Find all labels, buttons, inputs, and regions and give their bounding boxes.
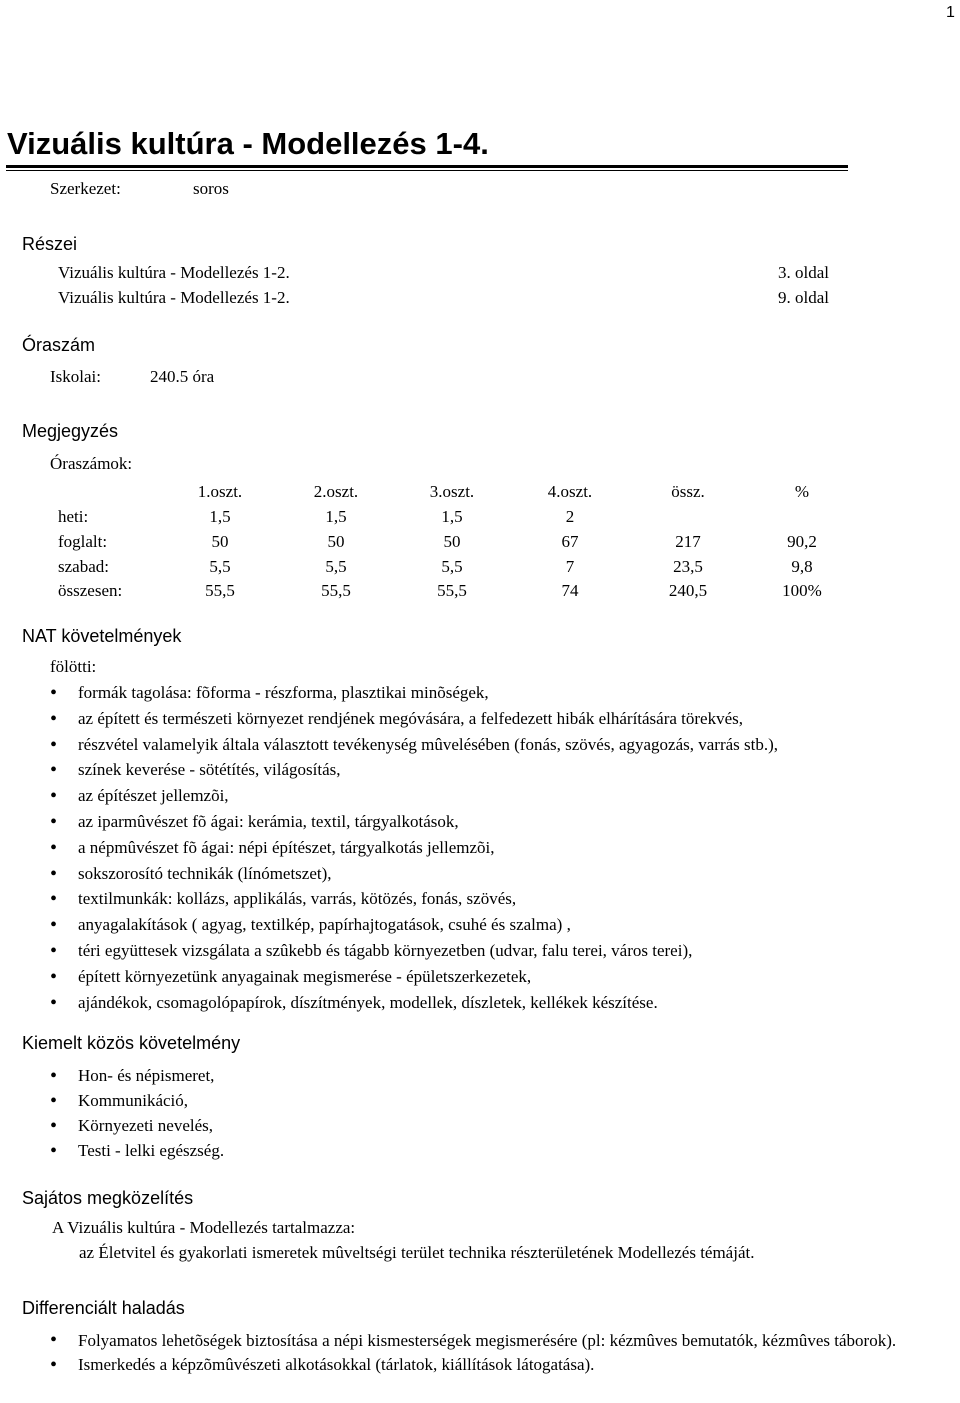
table-cell: 1,5 — [209, 507, 231, 526]
list-item: • a népmûvészet fõ ágai: népi építészet, tárgyalkotás jellemzõi, — [50, 838, 778, 864]
list-item: • Környezeti nevelés, — [50, 1116, 224, 1141]
table-cell: 5,5 — [209, 557, 231, 576]
table-cell: 9,8 — [791, 557, 813, 576]
structure-value: soros — [193, 179, 229, 198]
col-header: 4.oszt. — [547, 482, 593, 501]
row-label: heti: — [58, 507, 89, 526]
table-cell: 7 — [565, 557, 575, 576]
part-name: Vizuális kultúra - Modellezés 1-2. — [58, 263, 290, 282]
table-cell: 50 — [327, 532, 345, 551]
approach-line: az Életvitel és gyakorlati ismeretek mûveltségi terület technika részterületének Modellezés témáját. — [79, 1243, 755, 1262]
note-heading: Megjegyzés — [22, 421, 119, 441]
nat-heading: NAT követelmények — [22, 626, 182, 646]
table-cell: 1,5 — [325, 507, 347, 526]
parts-heading: Részei — [22, 234, 78, 254]
table-cell: 5,5 — [441, 557, 463, 576]
hours-heading: Óraszám — [22, 335, 96, 355]
table-cell: 240,5 — [668, 581, 708, 600]
differentiated-list — [50, 1330, 900, 1381]
col-header: össz. — [671, 482, 705, 501]
table-cell: 2 — [565, 507, 575, 526]
structure-label: Szerkezet: — [50, 179, 121, 198]
row-label: szabad: — [58, 557, 109, 576]
table-cell: 100% — [782, 581, 822, 600]
list-item: • Hon- és népismeret, — [50, 1066, 224, 1091]
title-rule-thin — [6, 170, 848, 171]
table-cell: 74 — [561, 581, 579, 600]
list-item: • formák tagolása: fõforma - részforma, plasztikai minõségek, — [50, 683, 778, 709]
table-cell: 55,5 — [205, 581, 235, 600]
part-page: 9. oldal — [778, 288, 829, 307]
page-title: Vizuális kultúra - Modellezés 1-4. — [7, 126, 489, 161]
list-item: • sokszorosító technikák (línómetszet), — [50, 864, 778, 890]
page-number: 1 — [946, 4, 955, 21]
hours-label: Iskolai: — [50, 367, 101, 386]
hours-value: 240.5 óra — [150, 367, 215, 386]
list-item: • az épített és természeti környezet rendjének megóvására, a felfedezett hibák elhárítására törekvés, — [50, 709, 778, 735]
part-page: 3. oldal — [778, 263, 829, 282]
table-cell: 90,2 — [787, 532, 817, 551]
list-item: • Testi - lelki egészség. — [50, 1141, 224, 1166]
list-item: • részvétel valamelyik általa választott tevékenység mûvelésében (fonás, szövés, agyagozás, varrás stb.), — [50, 735, 778, 761]
list-item: • az iparmûvészet fõ ágai: kerámia, textil, tárgyalkotások, — [50, 812, 778, 838]
approach-heading: Sajátos megközelítés — [22, 1188, 194, 1208]
note-label: Óraszámok: — [50, 454, 133, 473]
row-label: foglalt: — [58, 532, 108, 551]
table-cell: 23,5 — [673, 557, 703, 576]
col-header: 2.oszt. — [313, 482, 359, 501]
list-item: • Ismerkedés a képzõmûvészeti alkotásokkal (tárlatok, kiállítások látogatása). — [50, 1355, 900, 1381]
row-label: összesen: — [58, 581, 123, 600]
list-item: • textilmunkák: kollázs, applikálás, varrás, kötözés, fonás, szövés, — [50, 889, 778, 915]
part-name: Vizuális kultúra - Modellezés 1-2. — [58, 288, 290, 307]
list-item: • téri együttesek vizsgálata a szûkebb és tágabb környezetben (udvar, falu terei, város terei), — [50, 941, 778, 967]
nat-sublabel: fölötti: — [50, 657, 97, 676]
list-item: • ajándékok, csomagolópapírok, díszítmények, modellek, díszletek, kellékek készítése. — [50, 993, 778, 1019]
col-header: 1.oszt. — [197, 482, 243, 501]
list-item: • épített környezetünk anyagainak megismerése - épületszerkezetek, — [50, 967, 778, 993]
col-header: 3.oszt. — [429, 482, 475, 501]
title-rule-thick — [6, 165, 848, 168]
table-cell: 67 — [561, 532, 579, 551]
col-header: % — [794, 482, 810, 501]
list-item: • Folyamatos lehetõségek biztosítása a népi kismesterségek megismerésére (pl: kézmûves bemutatók, kézmûves táborok). — [50, 1330, 900, 1355]
table-cell: 217 — [675, 532, 701, 551]
approach-line: A Vizuális kultúra - Modellezés tartalmazza: — [52, 1218, 356, 1237]
table-cell: 5,5 — [325, 557, 347, 576]
list-item: • Kommunikáció, — [50, 1091, 224, 1116]
table-cell: 50 — [211, 532, 229, 551]
table-cell: 55,5 — [437, 581, 467, 600]
table-cell: 55,5 — [321, 581, 351, 600]
common-heading: Kiemelt közös követelmény — [22, 1033, 241, 1053]
table-cell: 1,5 — [441, 507, 463, 526]
table-cell: 50 — [443, 532, 461, 551]
list-item: • anyagalakítások ( agyag, textilkép, papírhajtogatások, csuhé és szalma) , — [50, 915, 778, 941]
differentiated-heading: Differenciált haladás — [22, 1298, 185, 1318]
list-item: • színek keverése - sötétítés, világosítás, — [50, 760, 778, 786]
list-item: • az építészet jellemzõi, — [50, 786, 778, 812]
common-list — [50, 1066, 224, 1166]
nat-list — [50, 683, 778, 1018]
